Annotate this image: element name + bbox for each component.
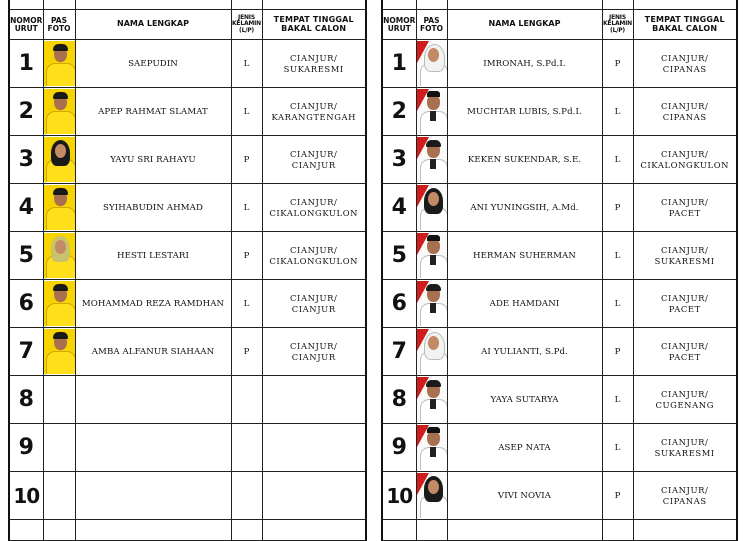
- header-tempat-tinggal: TEMPAT TINGGAL BAKAL CALON: [262, 10, 366, 40]
- table-row: [9, 472, 366, 520]
- candidate-photo: [43, 184, 75, 232]
- candidate-residence: [262, 280, 366, 328]
- candidate-photo: [43, 328, 75, 376]
- residence-district: PACET: [668, 351, 701, 362]
- candidate-residence: [262, 88, 366, 136]
- candidate-gender: L: [602, 232, 633, 280]
- table-top-strip: [382, 0, 737, 10]
- candidate-gender: P: [231, 328, 262, 376]
- residence-regency: CIANJUR/: [290, 293, 338, 303]
- empty-photo-cell: [43, 376, 75, 424]
- residence-district: SUKARESMI: [654, 255, 715, 266]
- residence-district: CIKALONGKULON: [269, 255, 359, 266]
- candidate-gender: L: [602, 136, 633, 184]
- candidate-name: ASEP NATA: [447, 424, 602, 472]
- candidate-gender: L: [602, 424, 633, 472]
- candidate-photo: [416, 376, 447, 424]
- residence-district: CIANJUR: [291, 303, 336, 314]
- candidate-name: YAYA SUTARYA: [447, 376, 602, 424]
- row-number: 6: [9, 280, 43, 328]
- candidate-gender: L: [231, 40, 262, 88]
- candidate-gender: L: [602, 88, 633, 136]
- row-number: 3: [9, 136, 43, 184]
- candidate-residence: [262, 136, 366, 184]
- candidate-gender: P: [231, 232, 262, 280]
- table-header-row: [9, 10, 366, 40]
- candidate-residence: [633, 88, 737, 136]
- candidate-table-left: [8, 0, 367, 541]
- residence-regency: CIANJUR/: [661, 341, 709, 351]
- residence-regency: CIANJUR/: [290, 341, 338, 351]
- residence-regency: CIANJUR/: [661, 53, 709, 63]
- residence-district: CIKALONGKULON: [640, 159, 730, 170]
- table-row: [382, 184, 737, 232]
- candidate-name: MUCHTAR LUBIS, S.Pd.I.: [447, 88, 602, 136]
- row-number: 1: [382, 40, 416, 88]
- candidate-name: SAEPUDIN: [75, 40, 231, 88]
- candidate-photo: [416, 40, 447, 88]
- candidate-gender: L: [602, 376, 633, 424]
- candidate-gender: P: [602, 472, 633, 520]
- candidate-photo: [416, 424, 447, 472]
- header-jenis-kelamin: JENIS KELAMIN (L/P): [231, 10, 262, 40]
- residence-regency: CIANJUR/: [661, 389, 709, 399]
- candidate-name: SYIHABUDIN AHMAD: [75, 184, 231, 232]
- candidate-table-right: [381, 0, 738, 541]
- candidate-photo: [43, 88, 75, 136]
- residence-regency: CIANJUR/: [661, 245, 709, 255]
- candidate-photo: [416, 232, 447, 280]
- candidate-residence: [633, 280, 737, 328]
- candidate-gender: L: [231, 184, 262, 232]
- empty-gender-cell: [231, 376, 262, 424]
- header-jenis-kelamin: JENIS KELAMIN (L/P): [602, 10, 633, 40]
- candidate-gender: P: [602, 40, 633, 88]
- residence-district: CIANJUR: [291, 159, 336, 170]
- candidate-residence: [262, 232, 366, 280]
- table-row: [382, 376, 737, 424]
- table-row: [382, 232, 737, 280]
- residence-district: CIPANAS: [662, 63, 707, 74]
- empty-photo-cell: [43, 472, 75, 520]
- table-row: [382, 88, 737, 136]
- empty-residence-cell: [262, 376, 366, 424]
- table-row: [9, 184, 366, 232]
- table-row: [382, 328, 737, 376]
- row-number: 10: [9, 472, 43, 520]
- candidate-gender: L: [231, 88, 262, 136]
- candidate-name: AMBA ALFANUR SIAHAAN: [75, 328, 231, 376]
- table-header-row: [382, 10, 737, 40]
- residence-regency: CIANJUR/: [661, 293, 709, 303]
- candidate-name: HESTI LESTARI: [75, 232, 231, 280]
- empty-gender-cell: [231, 472, 262, 520]
- candidate-name: IMRONAH, S.Pd.I.: [447, 40, 602, 88]
- candidate-name: MOHAMMAD REZA RAMDHAN: [75, 280, 231, 328]
- row-number: 5: [9, 232, 43, 280]
- candidate-photo: [43, 280, 75, 328]
- header-nomor-urut: NOMOR URUT: [382, 10, 416, 40]
- residence-district: CIANJUR: [291, 351, 336, 362]
- candidate-residence: [262, 328, 366, 376]
- row-number: 10: [382, 472, 416, 520]
- candidate-name: APEP RAHMAT SLAMAT: [75, 88, 231, 136]
- row-number: 1: [9, 40, 43, 88]
- candidate-residence: [633, 184, 737, 232]
- candidate-photo: [43, 40, 75, 88]
- residence-district: SUKARESMI: [654, 447, 715, 458]
- row-number: 4: [382, 184, 416, 232]
- table-row: [382, 472, 737, 520]
- table-row: [9, 232, 366, 280]
- candidate-residence: [633, 136, 737, 184]
- residence-regency: CIANJUR/: [290, 197, 338, 207]
- table-top-strip: [9, 0, 366, 10]
- residence-regency: CIANJUR/: [290, 245, 338, 255]
- residence-regency: CIANJUR/: [661, 197, 709, 207]
- empty-gender-cell: [231, 424, 262, 472]
- residence-district: KARANGTENGAH: [271, 111, 357, 122]
- table-row: [9, 376, 366, 424]
- candidate-photo: [43, 232, 75, 280]
- table-row-partial: [382, 520, 737, 541]
- candidate-photo: [416, 184, 447, 232]
- table-row: [382, 424, 737, 472]
- row-number: 7: [9, 328, 43, 376]
- candidate-name: ADE HAMDANI: [447, 280, 602, 328]
- candidate-name: HERMAN SUHERMAN: [447, 232, 602, 280]
- table-row: [382, 40, 737, 88]
- residence-district: PACET: [668, 303, 701, 314]
- candidate-residence: [262, 40, 366, 88]
- header-pas-foto: PAS FOTO: [43, 10, 75, 40]
- row-number: 2: [382, 88, 416, 136]
- candidate-residence: [633, 232, 737, 280]
- row-number: 3: [382, 136, 416, 184]
- header-nama-lengkap: NAMA LENGKAP: [447, 10, 602, 40]
- residence-district: CIKALONGKULON: [269, 207, 359, 218]
- candidate-gender: L: [602, 280, 633, 328]
- row-number: 5: [382, 232, 416, 280]
- table-row-partial: [9, 520, 366, 541]
- candidate-residence: [262, 184, 366, 232]
- table-row: [9, 328, 366, 376]
- header-tempat-tinggal: TEMPAT TINGGAL BAKAL CALON: [633, 10, 737, 40]
- candidate-residence: [633, 40, 737, 88]
- row-number: 6: [382, 280, 416, 328]
- candidate-gender: L: [231, 280, 262, 328]
- candidate-residence: [633, 424, 737, 472]
- residence-district: CIPANAS: [662, 495, 707, 506]
- residence-regency: CIANJUR/: [661, 101, 709, 111]
- residence-regency: CIANJUR/: [661, 437, 709, 447]
- residence-district: SUKARESMI: [283, 63, 344, 74]
- candidate-gender: P: [602, 328, 633, 376]
- row-number: 8: [9, 376, 43, 424]
- row-number: 2: [9, 88, 43, 136]
- candidate-photo: [43, 136, 75, 184]
- table-row: [9, 280, 366, 328]
- candidate-name: ANI YUNINGSIH, A.Md.: [447, 184, 602, 232]
- empty-name-cell: [75, 376, 231, 424]
- table-row: [9, 136, 366, 184]
- residence-district: PACET: [668, 207, 701, 218]
- empty-residence-cell: [262, 472, 366, 520]
- row-number: 7: [382, 328, 416, 376]
- residence-regency: CIANJUR/: [290, 53, 338, 63]
- candidate-gender: P: [602, 184, 633, 232]
- empty-photo-cell: [43, 424, 75, 472]
- header-pas-foto: PAS FOTO: [416, 10, 447, 40]
- candidate-residence: [633, 328, 737, 376]
- table-row: [9, 88, 366, 136]
- row-number: 9: [382, 424, 416, 472]
- table-row: [382, 136, 737, 184]
- header-nama-lengkap: NAMA LENGKAP: [75, 10, 231, 40]
- empty-name-cell: [75, 424, 231, 472]
- candidate-gender: P: [231, 136, 262, 184]
- candidate-photo: [416, 136, 447, 184]
- candidate-name: VIVI NOVIA: [447, 472, 602, 520]
- residence-district: CUGENANG: [655, 399, 714, 410]
- candidate-name: AI YULIANTI, S.Pd.: [447, 328, 602, 376]
- residence-district: CIPANAS: [662, 111, 707, 122]
- residence-regency: CIANJUR/: [290, 149, 338, 159]
- candidate-residence: [633, 376, 737, 424]
- empty-name-cell: [75, 472, 231, 520]
- candidate-photo: [416, 472, 447, 520]
- candidate-name: YAYU SRI RAHAYU: [75, 136, 231, 184]
- row-number: 8: [382, 376, 416, 424]
- row-number: 9: [9, 424, 43, 472]
- candidate-photo: [416, 280, 447, 328]
- candidate-name: KEKEN SUKENDAR, S.E.: [447, 136, 602, 184]
- candidate-residence: [633, 472, 737, 520]
- candidate-photo: [416, 88, 447, 136]
- table-row: [9, 424, 366, 472]
- table-row: [382, 280, 737, 328]
- residence-regency: CIANJUR/: [290, 101, 338, 111]
- empty-residence-cell: [262, 424, 366, 472]
- table-row: [9, 40, 366, 88]
- residence-regency: CIANJUR/: [661, 485, 709, 495]
- candidate-photo: [416, 328, 447, 376]
- residence-regency: CIANJUR/: [661, 149, 709, 159]
- header-nomor-urut: NOMOR URUT: [9, 10, 43, 40]
- row-number: 4: [9, 184, 43, 232]
